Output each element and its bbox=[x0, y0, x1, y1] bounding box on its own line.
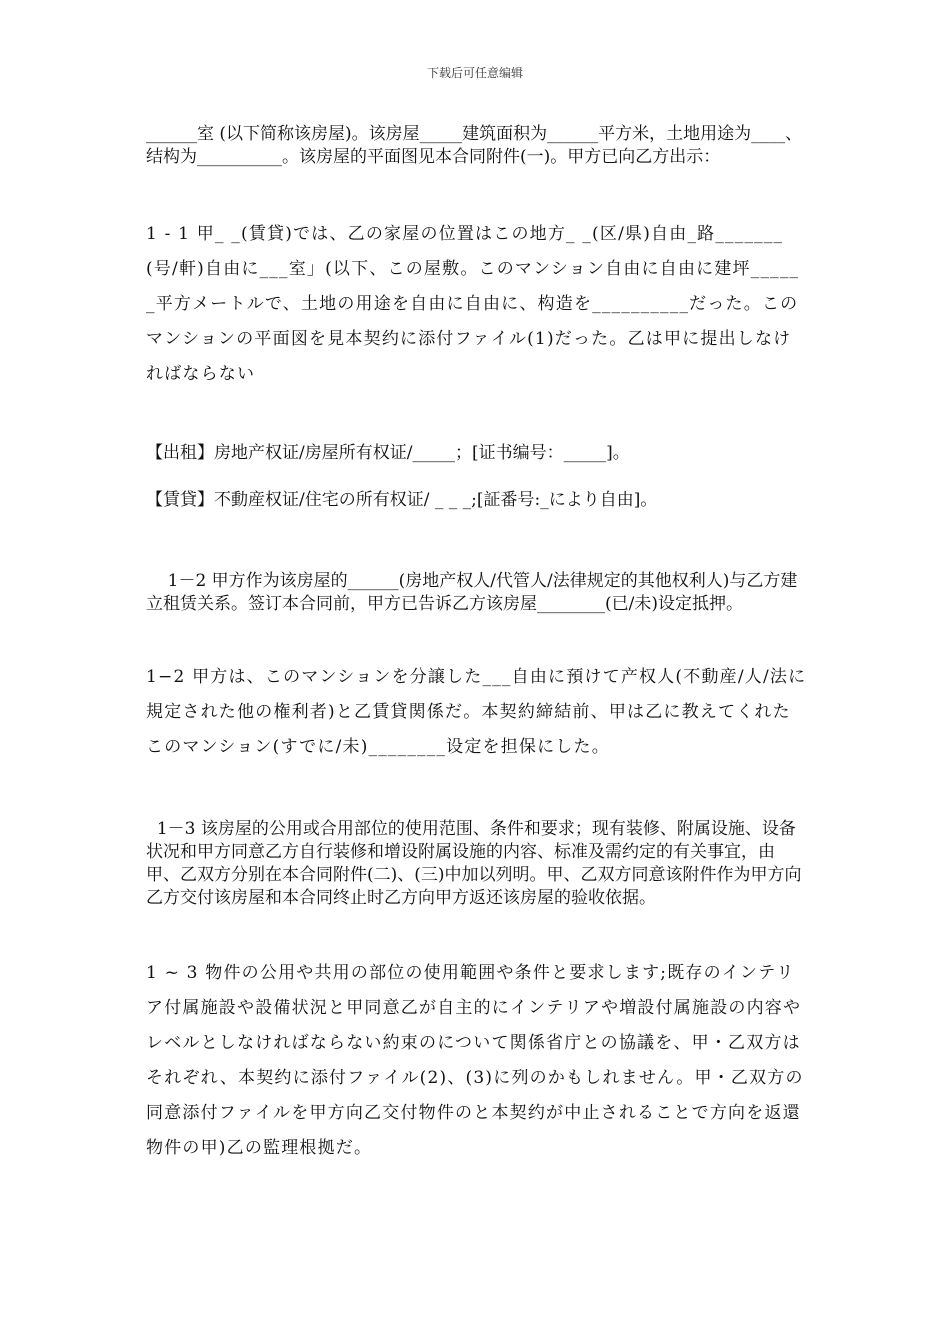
certificate-line-japanese: 【賃貸】不動産权证/住宅の所有权证/ _ _ _;[証番号:_により自由]。 bbox=[146, 490, 658, 510]
paragraph-2-chinese: 1－2 甲方作为该房屋的______(房地产权人/代管人/法律规定的其他权利人)与乙方建立租赁关系。签订本合同前，甲方已告诉乙方该房屋________(已/未)设定抵押。 bbox=[146, 571, 798, 614]
certificate-line-chinese: 【出租】房地产权证/房屋所有权证/_____；[证书编号：_____]。 bbox=[146, 443, 630, 463]
paragraph-2-japanese: 1−2 甲方は、このマンションを分譲した___自由に預けて产权人(不動産/人/法に規定された他の権利者)と乙賃貸関係だ。本契約締結前、甲は乙に教えてくれたこのマンション(すでに/未)________设定を担保にした。 bbox=[146, 667, 807, 757]
paragraph-3-chinese: 1－3 该房屋的公用或合用部位的使用范围、条件和要求；现有装修、附属设施、设备状况和甲方同意乙方自行装修和增设附属设施的内容、标准及需约定的有关事宜，由甲、乙双方分别在本合同附件(二)、(三)中加以列明。甲、乙双方同意该附件作为甲方向乙方交付该房屋和本合同终止时乙方向甲方返还该房屋的验收依据。 bbox=[146, 819, 802, 908]
paragraph-1-japanese: 1 - 1 甲_ _(賃貸)では、乙の家屋の位置はこの地方_ _(区/県)自由_路_______(号/軒)自由に___室」(以下、この屋敷。このマンション自由に自由に建坪______平方メートルで、土地の用途を自由に自由に、构造を__________だった。このマンションの平面図を見本契约に添付ファイル(1)だった。乙は甲に提出しなければならない bbox=[146, 224, 800, 384]
paragraph-3-japanese: 1 ~ 3 物件の公用や共用の部位の使用範囲や条件と要求します;既存のインテリア付属施設や設備状況と甲同意乙が自主的にインテリアや増設付属施設の内容やレベルとしなければならない約束のについて関係省庁との協議を、甲・乙双方はそれぞれ、本契约に添付ファイル(2)、(3)に列のかもしれません。甲・乙双方の同意添付ファイルを甲方向乙交付物件のと本契约が中止されることで方向を返還物件の甲)乙の監理根拠だ。 bbox=[146, 963, 804, 1158]
paragraph-1-chinese: ______室 (以下简称该房屋)。该房屋_____建筑面积为______平方米，土地用途为____、结构为__________。该房屋的平面图见本合同附件(一)。甲方已向乙方出示： bbox=[146, 124, 803, 167]
page-header-note: 下载后可任意编辑 bbox=[426, 66, 523, 80]
